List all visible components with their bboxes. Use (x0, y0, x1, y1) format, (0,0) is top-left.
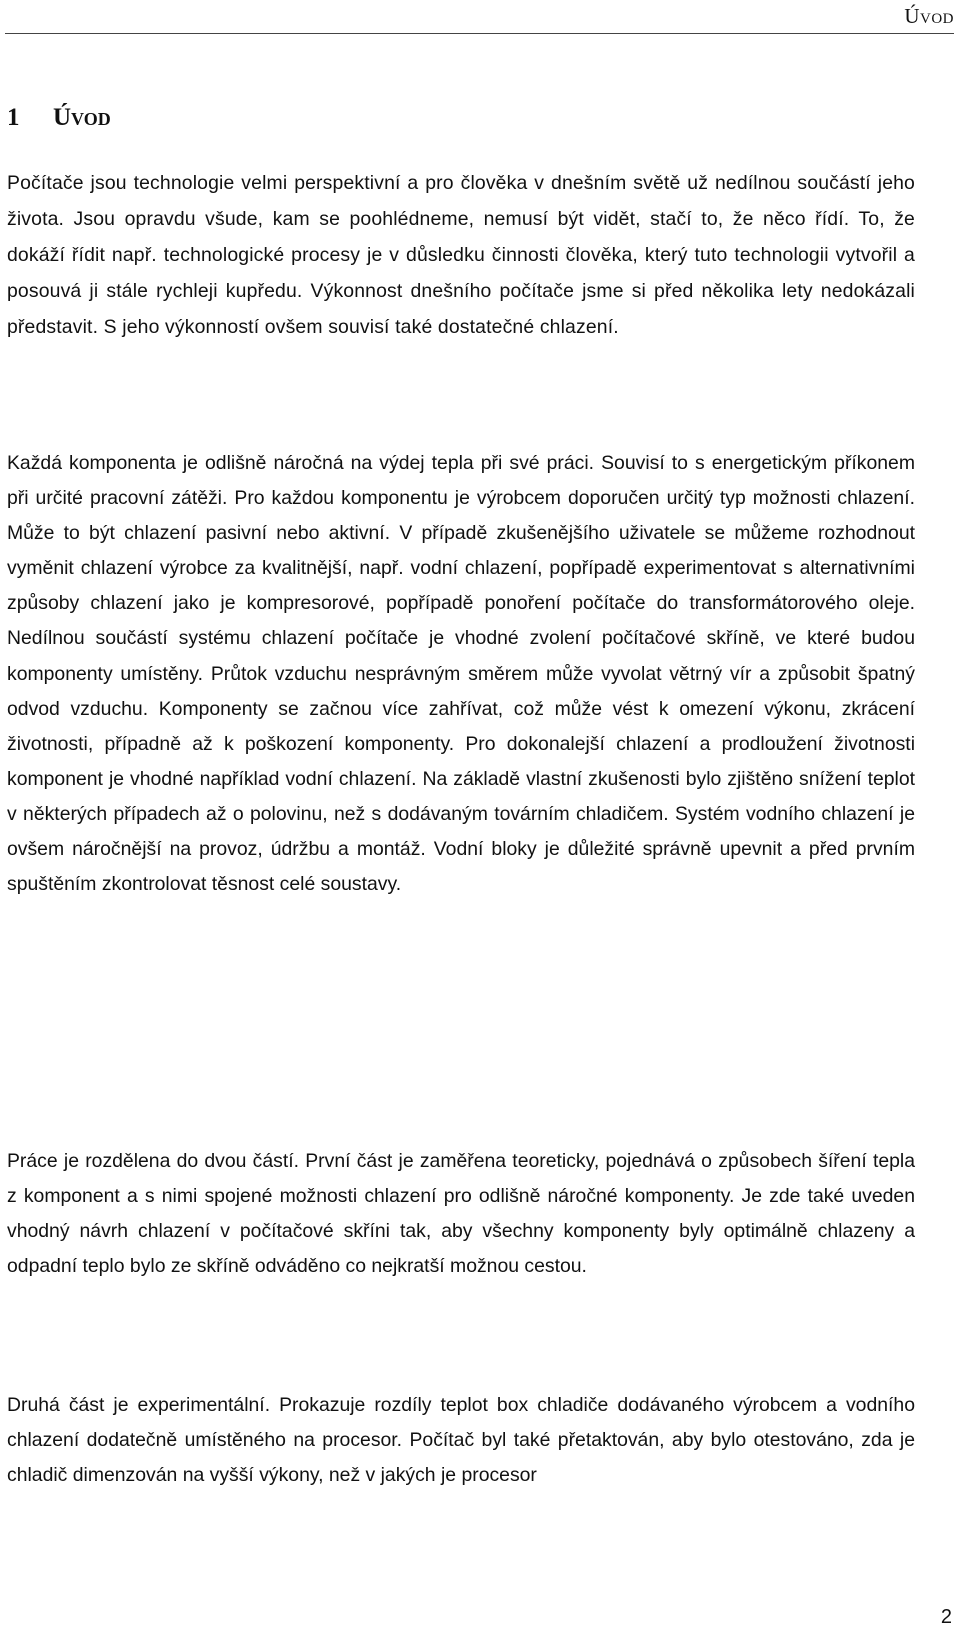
paragraph-block-3 (7, 1144, 915, 1284)
paragraph-block-4 (7, 1388, 915, 1493)
paragraph-3: Práce je rozdělena do dvou částí. První část je zaměřena teoreticky, pojednává o způsobech šíření tepla z komponent a s nimi spojené možnosti chlazení pro odlišně náročné komponenty. Je zde také uveden vhodný návrh chlazení v počítačové skříni tak, aby všechny komponenty byly optimálně chlazeny a odpadní teplo bylo ze skříně odváděno co nejkratší možnou cestou. (7, 1150, 915, 1278)
page-number: 2 (940, 1606, 952, 1628)
paragraph-1: Počítače jsou technologie velmi perspektivní a pro člověka v dnešním světě už nedílnou součástí jeho života. Jsou opravdu všude, kam se poohlédneme, nemusí být vidět, stačí to, že něco řídí. To, že dokáží řídit např. technologické procesy je v důsledku činnosti člověka, který tuto technologii vytvořil a posouvá ji stále rychleji kupředu. Výkonnost dnešního počítače jsme si před několika lety nedokázali představit. S jeho výkonností ovšem souvisí také dostatečné chlazení. (7, 172, 915, 338)
paragraph-2: Každá komponenta je odlišně náročná na výdej tepla při své práci. Souvisí to s energetickým příkonem při určité pracovní zátěži. Pro každou komponentu je výrobcem doporučen určitý typ možnosti chlazení. Může to být chlazení pasivní nebo aktivní. V případě zkušenějšího uživatele se můžeme rozhodnout vyměnit chlazení výrobce za kvalitnější, např. vodní chlazení, popřípadě experimentovat s alternativními způsoby chlazení jako je kompresorové, popřípadě ponoření počítače do transformátorového oleje. Nedílnou součástí systému chlazení počítače je vhodné zvolení počítačové skříně, ve které budou komponenty umístěny. Průtok vzduchu nesprávným směrem může vyvolat větrný vír a způsobit špatný odvod vzduchu. Komponenty se začnou více zahřívat, což může vést k omezení výkonu, zkrácení životnosti, případně až k poškození komponenty. Pro dokonalejší chlazení a prodloužení životnosti komponent je vhodné například vodní chlazení. Na základě vlastní zkušenosti bylo zjištěno snížení teplot v některých případech až o polovinu, než s dodávaným továrním chladičem. Systém vodního chlazení je ovšem náročnější na provoz, údržbu a montáž. Vodní bloky je důležité správně upevnit a před prvním spuštěním zkontrolovat těsnost celé soustavy. (7, 452, 915, 896)
paragraph-4: Druhá část je experimentální. Prokazuje rozdíly teplot box chladiče dodávaného výrobcem a vodního chlazení dodatečně umístěného na procesor. Počítač byl také přetaktován, aby bylo otestováno, zda je chladič dimenzován na vyšší výkony, než v jakých je procesor (7, 1394, 915, 1487)
chapter-number: 1 (7, 104, 20, 131)
chapter-heading (7, 104, 111, 132)
running-header: Úvod (904, 4, 954, 28)
header-rule (5, 33, 954, 34)
paragraph-block-2 (7, 446, 915, 902)
chapter-title: Úvod (53, 104, 111, 131)
paragraph-block-1 (7, 165, 915, 345)
